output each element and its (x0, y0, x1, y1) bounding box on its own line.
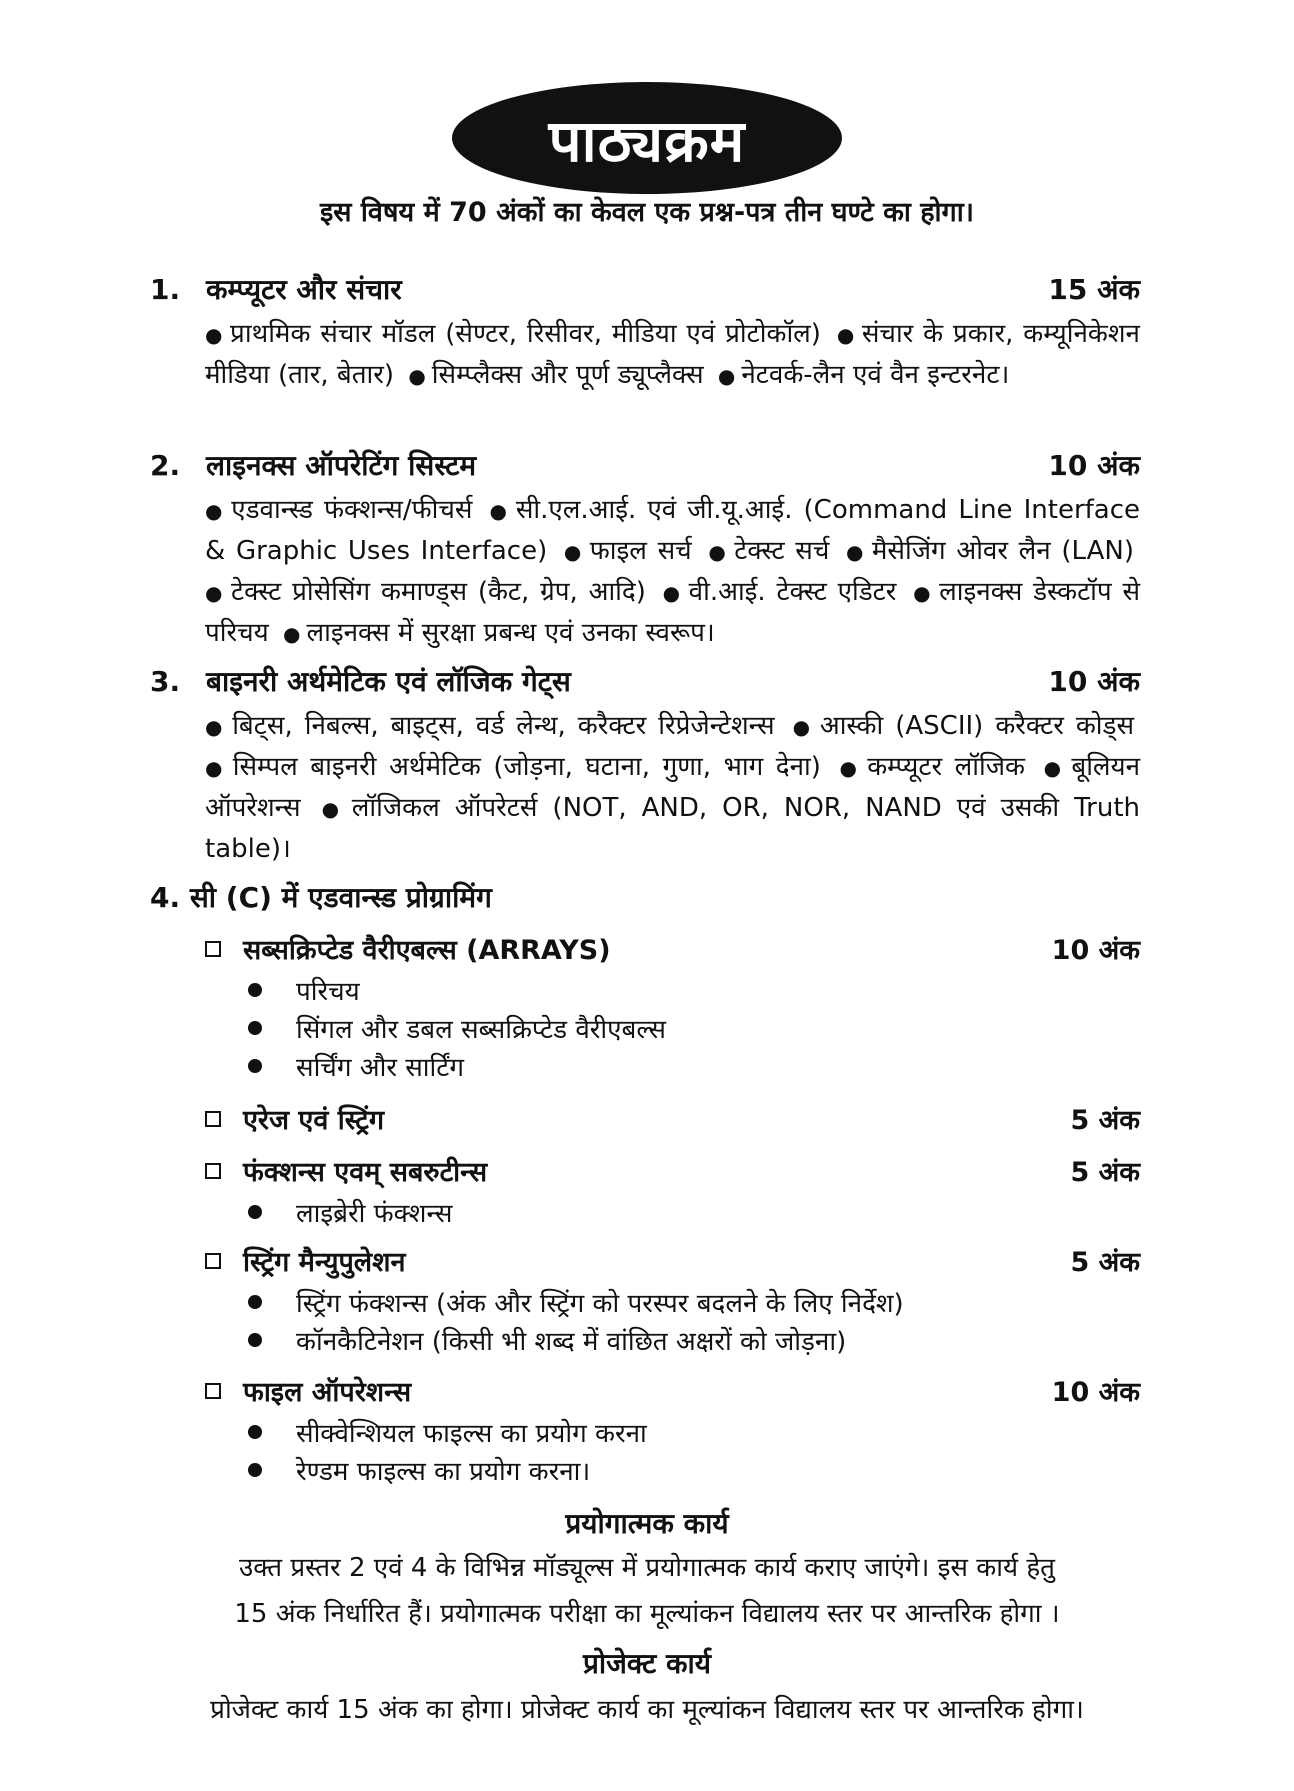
section-marks: 15 अंक (1048, 273, 1140, 306)
list-item-text: परिचय (296, 977, 360, 1007)
section-marks: 10 अंक (1048, 449, 1140, 482)
section-number: 3. (150, 665, 181, 698)
section-1-body (205, 314, 1140, 396)
list-item (248, 1322, 846, 1358)
subsection-marks: 5 अंक (1070, 1157, 1140, 1188)
topic-item: कम्प्यूटर लॉजिक (867, 752, 1026, 782)
bullet-icon: ● (1043, 756, 1066, 780)
list-item-text: सर्चिंग और सार्टिंग (296, 1053, 465, 1083)
topic-item: मैसेजिंग ओवर लैन (LAN) (871, 536, 1135, 566)
checkbox-square-icon (205, 1253, 221, 1269)
section-title: कम्प्यूटर और संचार (206, 273, 402, 306)
section-title: बाइनरी अर्थमेटिक एवं लॉजिक गेट्स (206, 665, 571, 698)
list-item (248, 1284, 904, 1320)
bullet-icon: ● (913, 581, 934, 605)
list-item (248, 1452, 590, 1488)
section-3-heading (150, 662, 1140, 700)
list-item (248, 972, 360, 1008)
bullet-icon: ● (836, 323, 856, 347)
topic-item: प्राथमिक संचार मॉडल (सेण्टर, रिसीवर, मीडिया एवं प्रोटोकॉल) (230, 319, 821, 349)
topic-item: आस्की (ASCII) करैक्टर कोड्स (819, 711, 1135, 741)
topic-item: संचार के प्रकार, कम्यूनिकेशन मीडिया (तार, बेतार) (205, 319, 1140, 390)
bullet-icon: ● (846, 540, 866, 564)
topic-item: लॉजिकल ऑपरेटर्स (NOT, AND, OR, NOR, NAND एवं उसकी Truth table)। (205, 793, 1141, 864)
subsection-title: फंक्शन्स एवम् सबरुटीन्स (243, 1157, 488, 1188)
topic-item: टेक्स्ट सर्च (734, 536, 830, 566)
section-number: 1. (150, 273, 181, 306)
section-title: लाइनक्स ऑपरेटिंग सिस्टम (206, 449, 477, 482)
topic-item: लाइनक्स में सुरक्षा प्रबन्ध एवं उनका स्वरूप। (306, 618, 715, 648)
section-marks: 10 अंक (1048, 665, 1140, 698)
bullet-icon: ● (563, 540, 584, 564)
section-3-body (205, 706, 1140, 869)
subsection-title: एरेज एवं स्ट्रिंग (243, 1105, 385, 1136)
subsection-marks: 5 अंक (1070, 1105, 1140, 1136)
bullet-icon (248, 983, 262, 997)
section-1-heading (150, 270, 1140, 308)
list-item-text: कॉनकैटिनेशन (किसी भी शब्द में वांछित अक्षरों को जोड़ना) (296, 1327, 847, 1357)
topic-item: सिम्प्लैक्स और पूर्ण ड्यूप्लैक्स (431, 360, 704, 390)
checkbox-square-icon (205, 941, 221, 957)
list-item (248, 1010, 666, 1046)
bullet-icon: ● (205, 581, 225, 605)
checkbox-square-icon (205, 1163, 221, 1179)
subsection-file-operations (205, 1372, 1140, 1409)
bullet-icon (248, 1463, 262, 1477)
bullet-icon: ● (792, 715, 814, 739)
topic-item: सिम्पल बाइनरी अर्थमेटिक (जोड़ना, घटाना, गुणा, भाग देना) (232, 752, 821, 782)
page-title: पाठ्यक्रम (548, 106, 746, 175)
title-oval (452, 82, 842, 194)
list-item-text: सिंगल और डबल सब्सक्रिप्टेड वैरीएबल्स (296, 1015, 666, 1045)
section-2-body (205, 490, 1140, 654)
practical-line-2: 15 अंक निर्धारित हैं। प्रयोगात्मक परीक्षा का मूल्यांकन विद्यालय स्तर पर आन्तरिक होगा । (234, 1599, 1060, 1629)
bullet-icon (248, 1205, 262, 1219)
bullet-icon: ● (708, 540, 729, 564)
bullet-icon (248, 1425, 262, 1439)
bullet-icon: ● (717, 364, 736, 388)
bullet-icon: ● (205, 323, 225, 347)
bullet-icon: ● (321, 797, 346, 821)
topic-item: फाइल सर्च (589, 536, 692, 566)
bullet-icon (248, 1295, 262, 1309)
list-item (248, 1194, 452, 1230)
topic-item: वी.आई. टेक्स्ट एडिटर (688, 577, 897, 607)
bullet-icon: ● (283, 622, 301, 646)
bullet-icon: ● (408, 364, 426, 388)
list-item-text: सीक्वेन्शियल फाइल्स का प्रयोग करना (296, 1419, 647, 1449)
checkbox-square-icon (205, 1383, 221, 1399)
subsection-marks: 10 अंक (1051, 935, 1140, 966)
list-item-text: रेण्डम फाइल्स का प्रयोग करना। (296, 1457, 591, 1487)
topic-item: लाइनक्स डेस्कटॉप से परिचय (205, 577, 1141, 648)
subsection-functions (205, 1152, 1140, 1189)
project-heading: प्रोजेक्ट कार्य (582, 1647, 712, 1680)
bullet-icon: ● (662, 581, 683, 605)
subsection-title: फाइल ऑपरेशन्स (243, 1377, 412, 1408)
list-item (248, 1414, 647, 1450)
topic-item: सी.एल.आई. एवं जी.यू.आई. (Command Line Interface & Graphic Uses Interface) (205, 495, 1141, 566)
topic-item: एडवान्स्ड फंक्शन्स/फीचर्स (231, 495, 473, 525)
bullet-icon: ● (839, 756, 862, 780)
bullet-icon: ● (205, 499, 226, 523)
bullet-icon (248, 1021, 262, 1035)
list-item-text: लाइब्रेरी फंक्शन्स (296, 1199, 453, 1229)
subsection-arrays (205, 930, 1140, 967)
section-4-heading: 4. सी (C) में एडवान्स्ड प्रोग्रामिंग (150, 881, 492, 914)
subsection-string-manipulation (205, 1242, 1140, 1279)
intro-text: इस विषय में 70 अंकों का केवल एक प्रश्न-पत्र तीन घण्टे का होगा। (320, 197, 974, 228)
subsection-marks: 5 अंक (1070, 1247, 1140, 1278)
bullet-icon: ● (489, 499, 510, 523)
bullet-icon: ● (205, 715, 227, 739)
section-number: 2. (150, 449, 181, 482)
subsection-title: स्ट्रिंग मैन्युपुलेशन (243, 1247, 406, 1278)
topic-item: बिट्स, निबल्स, बाइट्स, वर्ड लेन्थ, करैक्टर रिप्रेजेन्टेशन्स (232, 711, 775, 741)
practical-line-1: उक्त प्रस्तर 2 एवं 4 के विभिन्न मॉड्यूल्स में प्रयोगात्मक कार्य कराए जाएंगे। इस कार्य हेतु (239, 1553, 1055, 1583)
practical-heading: प्रयोगात्मक कार्य (565, 1507, 729, 1540)
bullet-icon (248, 1059, 262, 1073)
topic-item: बूलियन ऑपरेशन्स (205, 752, 1141, 823)
list-item (248, 1048, 464, 1084)
subsection-marks: 10 अंक (1051, 1377, 1140, 1408)
list-item-text: स्ट्रिंग फंक्शन्स (अंक और स्ट्रिंग को परस्पर बदलने के लिए निर्देश) (296, 1289, 904, 1319)
topic-item: नेटवर्क-लैन एवं वैन इन्टरनेट। (741, 360, 1010, 390)
subsection-arrays-strings (205, 1100, 1140, 1137)
bullet-icon (248, 1333, 262, 1347)
checkbox-square-icon (205, 1111, 221, 1127)
section-2-heading (150, 446, 1140, 484)
project-line-1: प्रोजेक्ट कार्य 15 अंक का होगा। प्रोजेक्ट कार्य का मूल्यांकन विद्यालय स्तर पर आन्तरिक होगा। (210, 1695, 1084, 1725)
bullet-icon: ● (205, 756, 227, 780)
subsection-title: सब्सक्रिप्टेड वैरीएबल्स (ARRAYS) (243, 935, 611, 966)
topic-item: टेक्स्ट प्रोसेसिंग कमाण्ड्स (कैट, ग्रेप, आदि) (230, 577, 646, 607)
